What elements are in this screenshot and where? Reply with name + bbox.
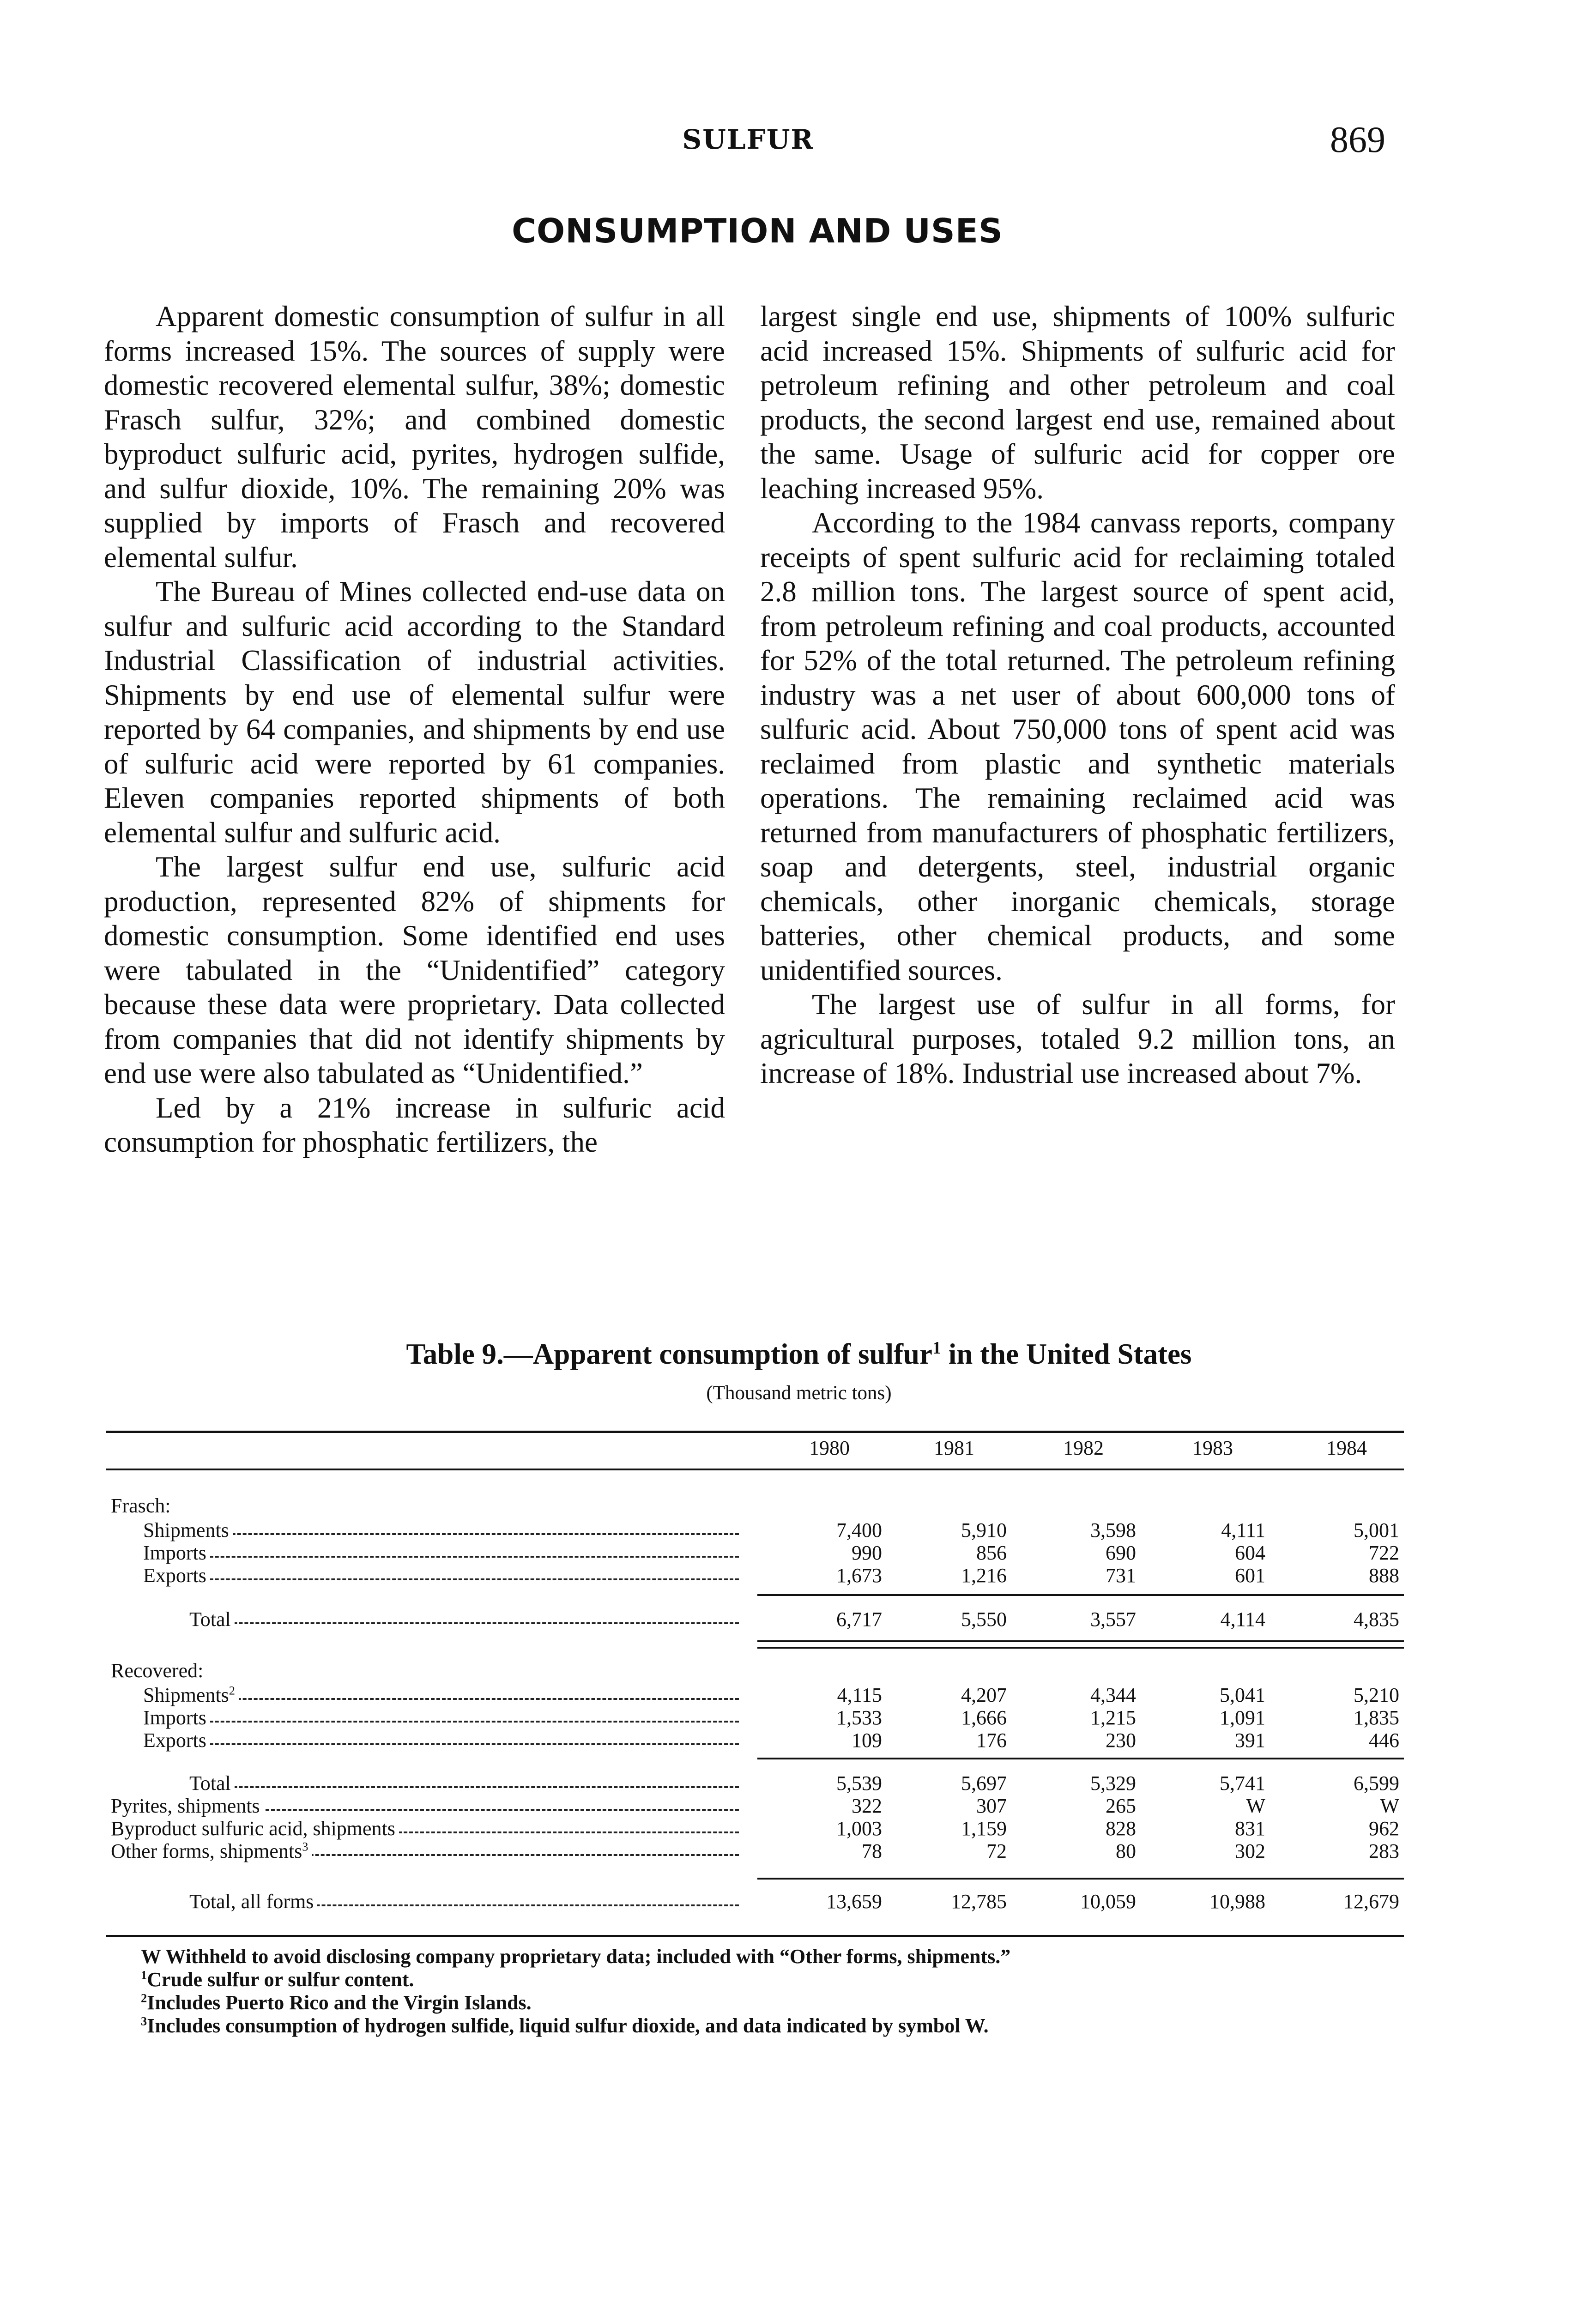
table-title-text: Table 9.—Apparent consumption of sulfur <box>406 1338 933 1370</box>
row-label-text: Other forms, shipments$^3$ <box>111 1840 312 1862</box>
table-cell: W <box>1246 1795 1265 1817</box>
row-label-text: Total <box>189 1772 235 1795</box>
footnotes <box>141 1945 1388 2037</box>
table-cell: 722 <box>1369 1541 1399 1564</box>
table-row <box>0 1817 1596 1840</box>
row-label-text: Shipments$^2$ <box>143 1684 239 1706</box>
table-row <box>0 1794 1596 1817</box>
table-cell: 4,835 <box>1354 1608 1399 1631</box>
paragraph: Apparent domestic consumption of sulfur in all forms increased 15%. The sources of supply were domestic recovered elemental sulfur, 38%; domestic Frasch sulfur, 32%; and combined domestic byproduct sulfuric acid, pyrites, hydrogen sulfide, and sulfur dioxide, 10%. The remaining 20% was supplied by imports of Frasch and recovered elemental sulfur. <box>104 300 725 574</box>
footnote <box>141 1991 1388 2014</box>
table-cell: 601 <box>1235 1564 1265 1587</box>
table-cell: 5,741 <box>1220 1772 1265 1795</box>
table-cell: 1,215 <box>1090 1706 1136 1729</box>
table-cell: 10,059 <box>1080 1890 1136 1913</box>
table-cell: 12,785 <box>951 1890 1007 1913</box>
table-cell: 1,835 <box>1354 1706 1399 1729</box>
dot-leader <box>143 1743 739 1745</box>
table-cell: 1,216 <box>961 1564 1007 1587</box>
row-label-text: Imports <box>143 1541 210 1564</box>
column-header-1984: 1984 <box>1326 1437 1367 1459</box>
table-top-rule <box>106 1431 1404 1433</box>
row-label <box>189 1771 739 1795</box>
table-cell: 6,717 <box>836 1608 882 1631</box>
table-cell: 962 <box>1369 1817 1399 1840</box>
table-cell: 731 <box>1106 1564 1136 1587</box>
row-label-text: Shipments <box>143 1519 233 1541</box>
table-cell: 10,988 <box>1209 1890 1265 1913</box>
table-row <box>0 1729 1596 1752</box>
table-cell: 13,659 <box>826 1890 882 1913</box>
column-header-1983: 1983 <box>1192 1437 1233 1459</box>
table-cell: 3,598 <box>1090 1519 1136 1541</box>
footnote-text: W Withheld to avoid disclosing company proprietary data; included with “Other forms, shipments.” <box>141 1945 1011 1968</box>
row-label <box>143 1706 739 1729</box>
row-label-text: Exports <box>143 1729 210 1752</box>
table-cell: 4,207 <box>961 1684 1007 1706</box>
section-title: CONSUMPTION AND USES <box>512 212 1003 250</box>
row-label <box>143 1564 739 1587</box>
footnote-mark: 1 <box>141 1968 147 1982</box>
table-cell: 78 <box>862 1840 882 1862</box>
table-cell: 5,041 <box>1220 1684 1265 1706</box>
table-row <box>0 1541 1596 1564</box>
table-row <box>0 1608 1596 1631</box>
left-column <box>104 299 725 1160</box>
table-cell: 1,666 <box>961 1706 1007 1729</box>
table-cell: 230 <box>1106 1729 1136 1752</box>
subtotal-rule <box>757 1594 1404 1596</box>
table-cell: 72 <box>986 1840 1007 1862</box>
table-row <box>0 1706 1596 1729</box>
table-cell: 307 <box>976 1795 1007 1817</box>
row-label <box>111 1839 739 1863</box>
paragraph: According to the 1984 canvass reports, company receipts of spent sulfuric acid for reclaiming totaled 2.8 million tons. The largest source of spent acid, from petroleum refining and coal products, accounted for 52% of the total returned. The petroleum refining industry was a net user of about 600,000 tons of sulfuric acid. About 750,000 tons of spent acid was reclaimed from plastic and synthetic materials operations. The remaining reclaimed acid was returned from manufacturers of phosphatic fertilizers, soap and detergents, steel, industrial organic chemicals, other inorganic chemicals, storage batteries, other chemical products, and some unidentified sources. <box>760 507 1395 986</box>
row-label-text: Total, all forms <box>189 1890 317 1913</box>
table-row <box>0 1839 1596 1862</box>
table-row <box>0 1890 1596 1913</box>
row-label <box>189 1890 739 1913</box>
table-row <box>0 1771 1596 1795</box>
row-label-text: Total <box>189 1608 235 1631</box>
footnote-mark: 3 <box>302 1839 308 1854</box>
table-cell: 1,159 <box>961 1817 1007 1840</box>
dot-leader <box>143 1578 739 1580</box>
table-cell: 391 <box>1235 1729 1265 1752</box>
dot-leader <box>189 1786 739 1788</box>
table-cell: 5,210 <box>1354 1684 1399 1706</box>
table-cell: 4,111 <box>1221 1519 1265 1541</box>
paragraph: The Bureau of Mines collected end-use data on sulfur and sulfuric acid according to the Standard Industrial Classification of industrial activities. Shipments by end use of elemental sulfur were reported by 64 companies, and shipments by end use of sulfuric acid were reported by 61 companies. Eleven companies reported shipments of both elemental sulfur and sulfuric acid. <box>104 575 725 849</box>
table-cell: 5,697 <box>961 1772 1007 1795</box>
table-cell: 831 <box>1235 1817 1265 1840</box>
total-rule <box>757 1640 1404 1642</box>
table-cell: 1,091 <box>1220 1706 1265 1729</box>
row-label-text: Byproduct sulfuric acid, shipments <box>111 1817 399 1840</box>
footnote-mark: 2 <box>141 1991 147 2005</box>
table-cell: 5,329 <box>1090 1772 1136 1795</box>
row-label <box>143 1729 739 1752</box>
total-rule <box>757 1647 1404 1649</box>
table-cell: 1,533 <box>836 1706 882 1729</box>
table-row <box>0 1659 1596 1682</box>
table-cell: 109 <box>852 1729 882 1752</box>
dot-leader <box>143 1721 739 1723</box>
table-cell: 322 <box>852 1795 882 1817</box>
table-header-rule <box>106 1469 1404 1470</box>
column-header-1980: 1980 <box>809 1437 850 1459</box>
subtotal-rule <box>757 1758 1404 1759</box>
row-label <box>143 1541 739 1565</box>
paragraph: The largest use of sulfur in all forms, for agricultural purposes, totaled 9.2 million tons, an increase of 18%. Industrial use increased about 7%. <box>760 988 1395 1089</box>
table-cell: 176 <box>976 1729 1007 1752</box>
group-heading: Recovered: <box>111 1659 204 1682</box>
table-cell: W <box>1380 1795 1399 1817</box>
footnote-text: Crude sulfur or sulfur content. <box>147 1968 414 1991</box>
row-label <box>143 1518 739 1542</box>
table-cell: 5,001 <box>1354 1519 1399 1541</box>
table-row <box>0 1683 1596 1706</box>
table-title-tail: in the United States <box>941 1338 1192 1370</box>
row-label <box>143 1683 739 1707</box>
table-cell: 828 <box>1106 1817 1136 1840</box>
paragraph: largest single end use, shipments of 100% sulfuric acid increased 15%. Shipments of sulfuric acid for petroleum refining and other petroleum and coal products, the second largest end use, remained about the same. Usage of sulfuric acid for copper ore leaching increased 95%. <box>760 300 1395 505</box>
row-label <box>111 1817 739 1840</box>
table-cell: 265 <box>1106 1795 1136 1817</box>
table-cell: 80 <box>1116 1840 1136 1862</box>
table-cell: 690 <box>1106 1541 1136 1564</box>
page-number: 869 <box>1330 120 1385 160</box>
dot-leader <box>143 1556 739 1558</box>
table-row <box>0 1564 1596 1587</box>
footnote-mark: 3 <box>141 2014 147 2028</box>
table-cell: 856 <box>976 1541 1007 1564</box>
table-row <box>0 1518 1596 1541</box>
table-cell: 3,557 <box>1090 1608 1136 1631</box>
footnote <box>141 1968 1388 1991</box>
table-cell: 4,115 <box>837 1684 882 1706</box>
footnote-text: Includes consumption of hydrogen sulfide, liquid sulfur dioxide, and data indicated by symbol W. <box>147 2014 989 2037</box>
table-cell: 6,599 <box>1354 1772 1399 1795</box>
table-cell: 990 <box>852 1541 882 1564</box>
table-cell: 1,673 <box>836 1564 882 1587</box>
table-cell: 302 <box>1235 1840 1265 1862</box>
column-header-1981: 1981 <box>934 1437 974 1459</box>
table-cell: 7,400 <box>836 1519 882 1541</box>
table-cell: 4,344 <box>1090 1684 1136 1706</box>
footnote <box>141 2014 1388 2037</box>
row-label-text: Imports <box>143 1706 210 1729</box>
table-title <box>231 1337 1367 1371</box>
table-cell: 888 <box>1369 1564 1399 1587</box>
table-cell: 4,114 <box>1220 1608 1265 1631</box>
table-row <box>0 1494 1596 1517</box>
footnote <box>141 1945 1388 1968</box>
dot-leader <box>189 1622 739 1624</box>
subtotal-rule <box>757 1878 1404 1880</box>
table-cell: 5,910 <box>961 1519 1007 1541</box>
row-label-text: Exports <box>143 1564 210 1587</box>
table-cell: 1,003 <box>836 1817 882 1840</box>
footnote-mark: 2 <box>229 1683 235 1698</box>
group-heading: Frasch: <box>111 1494 171 1517</box>
paragraph: Led by a 21% increase in sulfuric acid consumption for phosphatic fertilizers, the <box>104 1091 725 1158</box>
row-label <box>189 1608 739 1631</box>
running-head: SULFUR <box>682 124 814 155</box>
table-title-footnote-mark: 1 <box>932 1338 941 1358</box>
table-unit: (Thousand metric tons) <box>706 1382 892 1404</box>
paragraph: The largest sulfur end use, sulfuric acid production, represented 82% of shipments for domestic consumption. Some identified end uses were tabulated in the “Unidentified” category because these data were proprietary. Data collected from companies that did not identify shipments by end use were also tabulated as “Unidentified.” <box>104 851 725 1089</box>
table-cell: 446 <box>1369 1729 1399 1752</box>
column-header-1982: 1982 <box>1063 1437 1104 1459</box>
table-cell: 12,679 <box>1343 1890 1399 1913</box>
right-column <box>760 299 1395 1091</box>
table-cell: 5,550 <box>961 1608 1007 1631</box>
table-cell: 604 <box>1235 1541 1265 1564</box>
row-label <box>111 1794 739 1818</box>
footnote-text: Includes Puerto Rico and the Virgin Islands. <box>147 1991 532 2014</box>
table-cell: 5,539 <box>836 1772 882 1795</box>
table-cell: 283 <box>1369 1840 1399 1862</box>
table-bottom-rule <box>106 1935 1404 1937</box>
row-label-text: Pyrites, shipments <box>111 1795 264 1817</box>
